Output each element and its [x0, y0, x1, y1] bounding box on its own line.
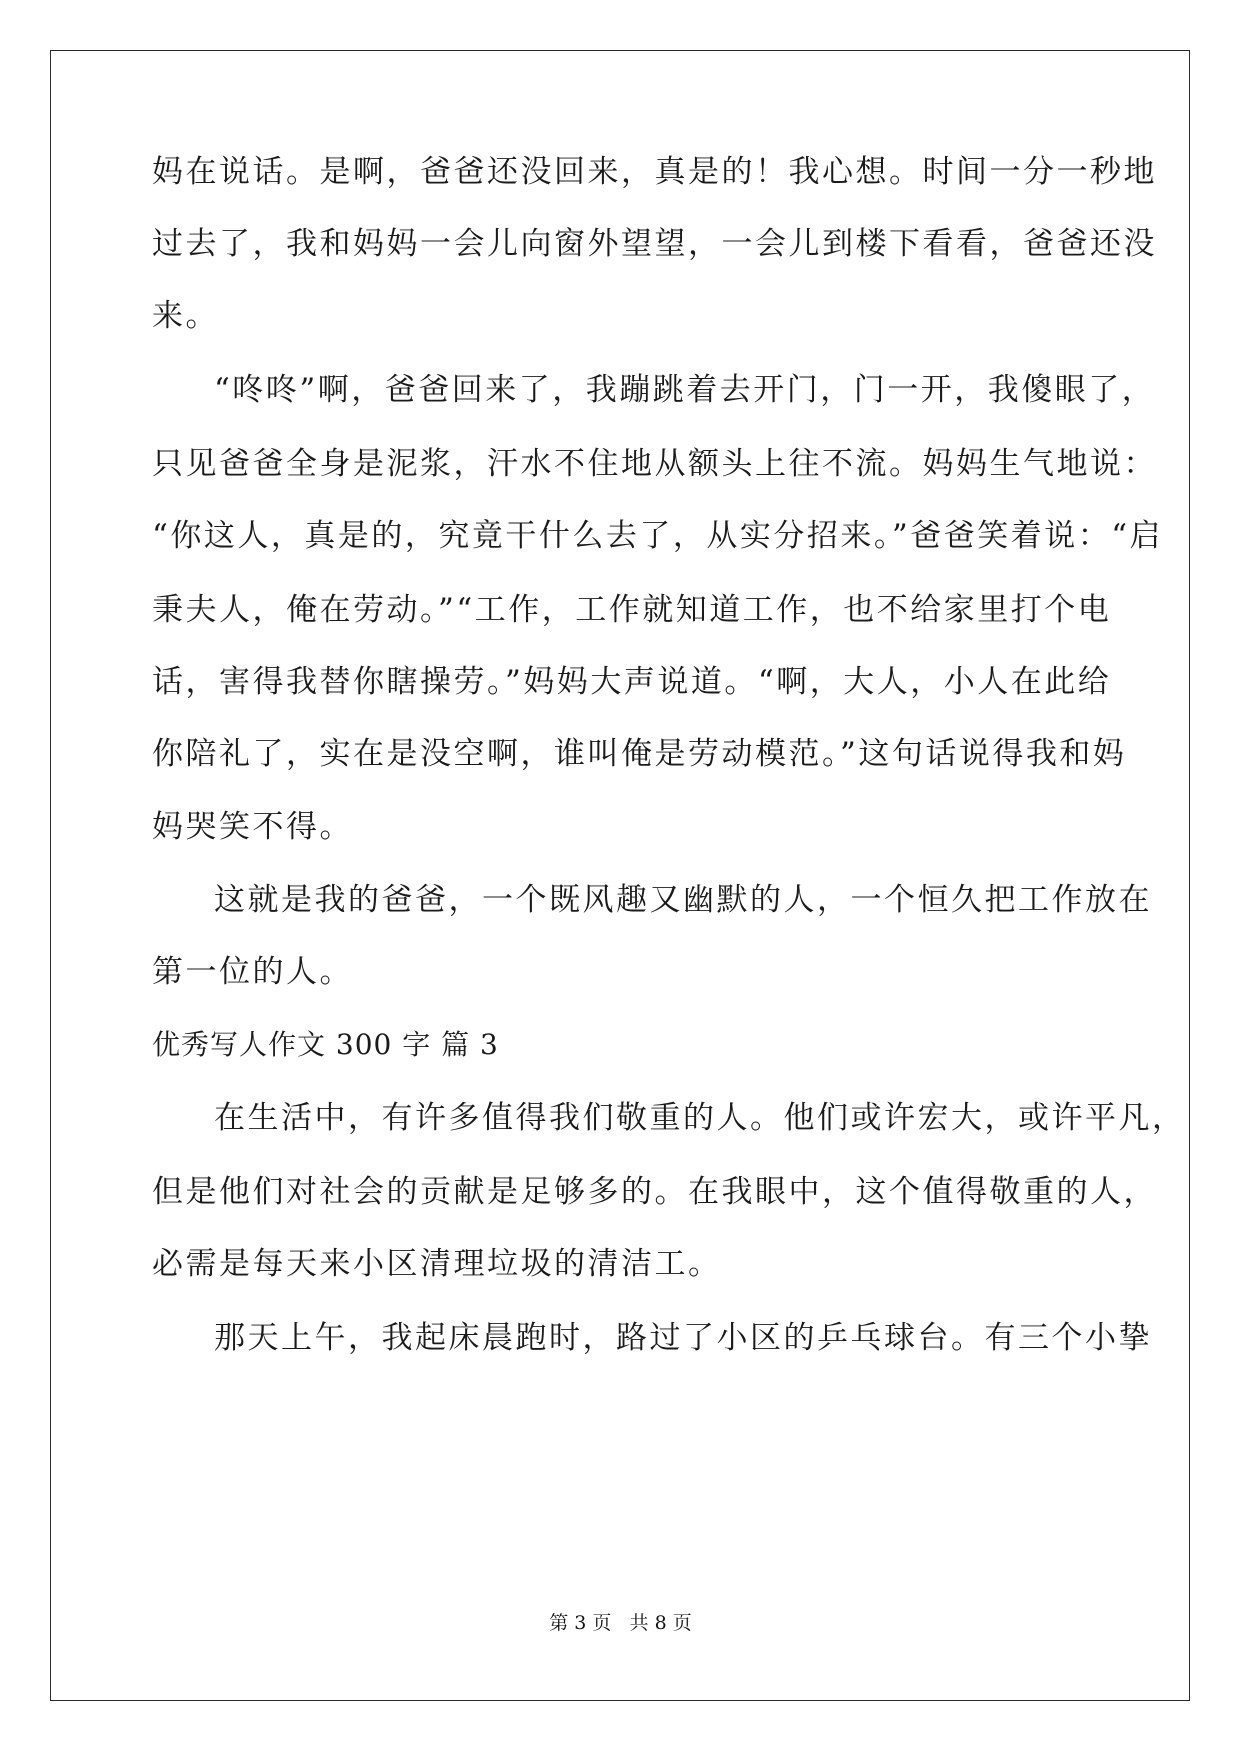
section-heading: 优秀写人作文 300 字 篇 3 [152, 1028, 499, 1061]
body-text-line: 第一位的人。 [152, 954, 353, 990]
page-number: 第 3 页 共 8 页 [549, 1612, 692, 1634]
body-text-line: 那天上午，我起床晨跑时，路过了小区的乒乓球台。有三个小挚 [214, 1320, 1152, 1356]
body-text-line: 这就是我的爸爸，一个既风趣又幽默的人，一个恒久把工作放在 [214, 882, 1152, 918]
body-text-line: “咚咚”啊，爸爸回来了，我蹦跳着去开门，门一开，我傻眼了， [214, 372, 1156, 408]
body-text-line: “你这人，真是的，究竟干什么去了，从实分招来。”爸爸笑着说：“启 [152, 518, 1164, 554]
body-text-line: 只见爸爸全身是泥浆，汗水不住地从额头上往不流。妈妈生气地说： [152, 446, 1157, 482]
body-text-line: 必需是每天来小区清理垃圾的清洁工。 [152, 1246, 722, 1282]
body-text-line: 来。 [152, 298, 219, 334]
body-text-line: 妈哭笑不得。 [152, 809, 353, 845]
body-text-line: 秉夫人，俺在劳动。”“工作，工作就知道工作，也不给家里打个电 [152, 592, 1112, 628]
body-text-line: 在生活中，有许多值得我们敬重的人。他们或许宏大，或许平凡， [214, 1100, 1186, 1136]
body-text-line: 你陪礼了，实在是没空啊，谁叫俺是劳动模范。”这句话说得我和妈 [152, 736, 1127, 772]
body-text-line: 话，害得我替你瞎操劳。”妈妈大声说道。“啊，大人，小人在此给 [152, 664, 1112, 700]
body-text-line: 但是他们对社会的贡献是足够多的。在我眼中，这个值得敬重的人， [152, 1174, 1157, 1210]
body-text-line: 妈在说话。是啊，爸爸还没回来，真是的！我心想。时间一分一秒地 [152, 154, 1157, 190]
page-border [50, 50, 1190, 1701]
body-text-line: 过去了，我和妈妈一会儿向窗外望望，一会儿到楼下看看，爸爸还没 [152, 226, 1157, 262]
